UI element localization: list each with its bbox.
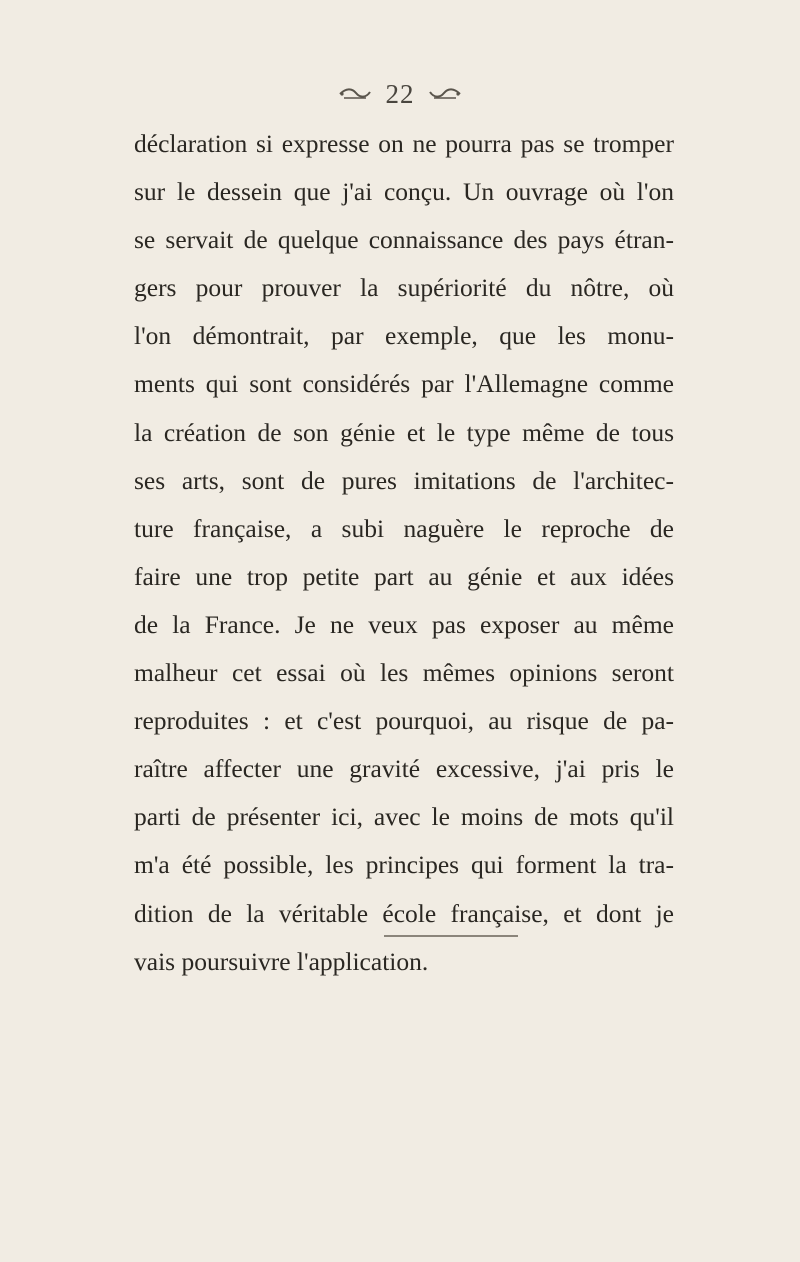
text-line: raître affecter une gravité excessive, j'ai pris le: [134, 754, 674, 784]
text-line: ments qui sont considérés par l'Allemagne comme: [134, 369, 674, 399]
page-header: [0, 76, 800, 109]
text-line: l'on démontrait, par exemple, que les monu-: [134, 321, 674, 351]
text-line: reproduites : et c'est pourquoi, au risque de pa-: [134, 706, 674, 736]
text-line: ture française, a subi naguère le reproche de: [134, 513, 674, 543]
body-text: [134, 120, 674, 986]
text-line: parti de présenter ici, avec le moins de mots qu'il: [134, 802, 674, 832]
text-line: ses arts, sont de pures imitations de l'architec-: [134, 465, 674, 495]
text-line: gers pour prouver la supériorité du nôtre, où: [134, 273, 674, 303]
page-number: 22: [385, 78, 415, 109]
text-line: m'a été possible, les principes qui forment la tra-: [134, 850, 674, 880]
section-divider: [384, 935, 518, 937]
text-line: se servait de quelque connaissance des pays étran-: [134, 225, 674, 255]
left-ornament-icon: [338, 85, 372, 103]
text-line: vais poursuivre l'application.: [134, 946, 429, 976]
text-line: la création de son génie et le type même de tous: [134, 417, 674, 447]
right-ornament-icon: [428, 85, 462, 103]
text-line: dition de la véritable école française, et dont je: [134, 898, 674, 928]
text-line: malheur cet essai où les mêmes opinions seront: [134, 658, 674, 688]
text-line: déclaration si expresse on ne pourra pas se tromper: [134, 129, 674, 158]
text-line: faire une trop petite part au génie et aux idées: [134, 561, 674, 591]
text-line: sur le dessein que j'ai conçu. Un ouvrage où l'on: [134, 177, 674, 207]
text-line: de la France. Je ne veux pas exposer au même: [134, 609, 674, 639]
